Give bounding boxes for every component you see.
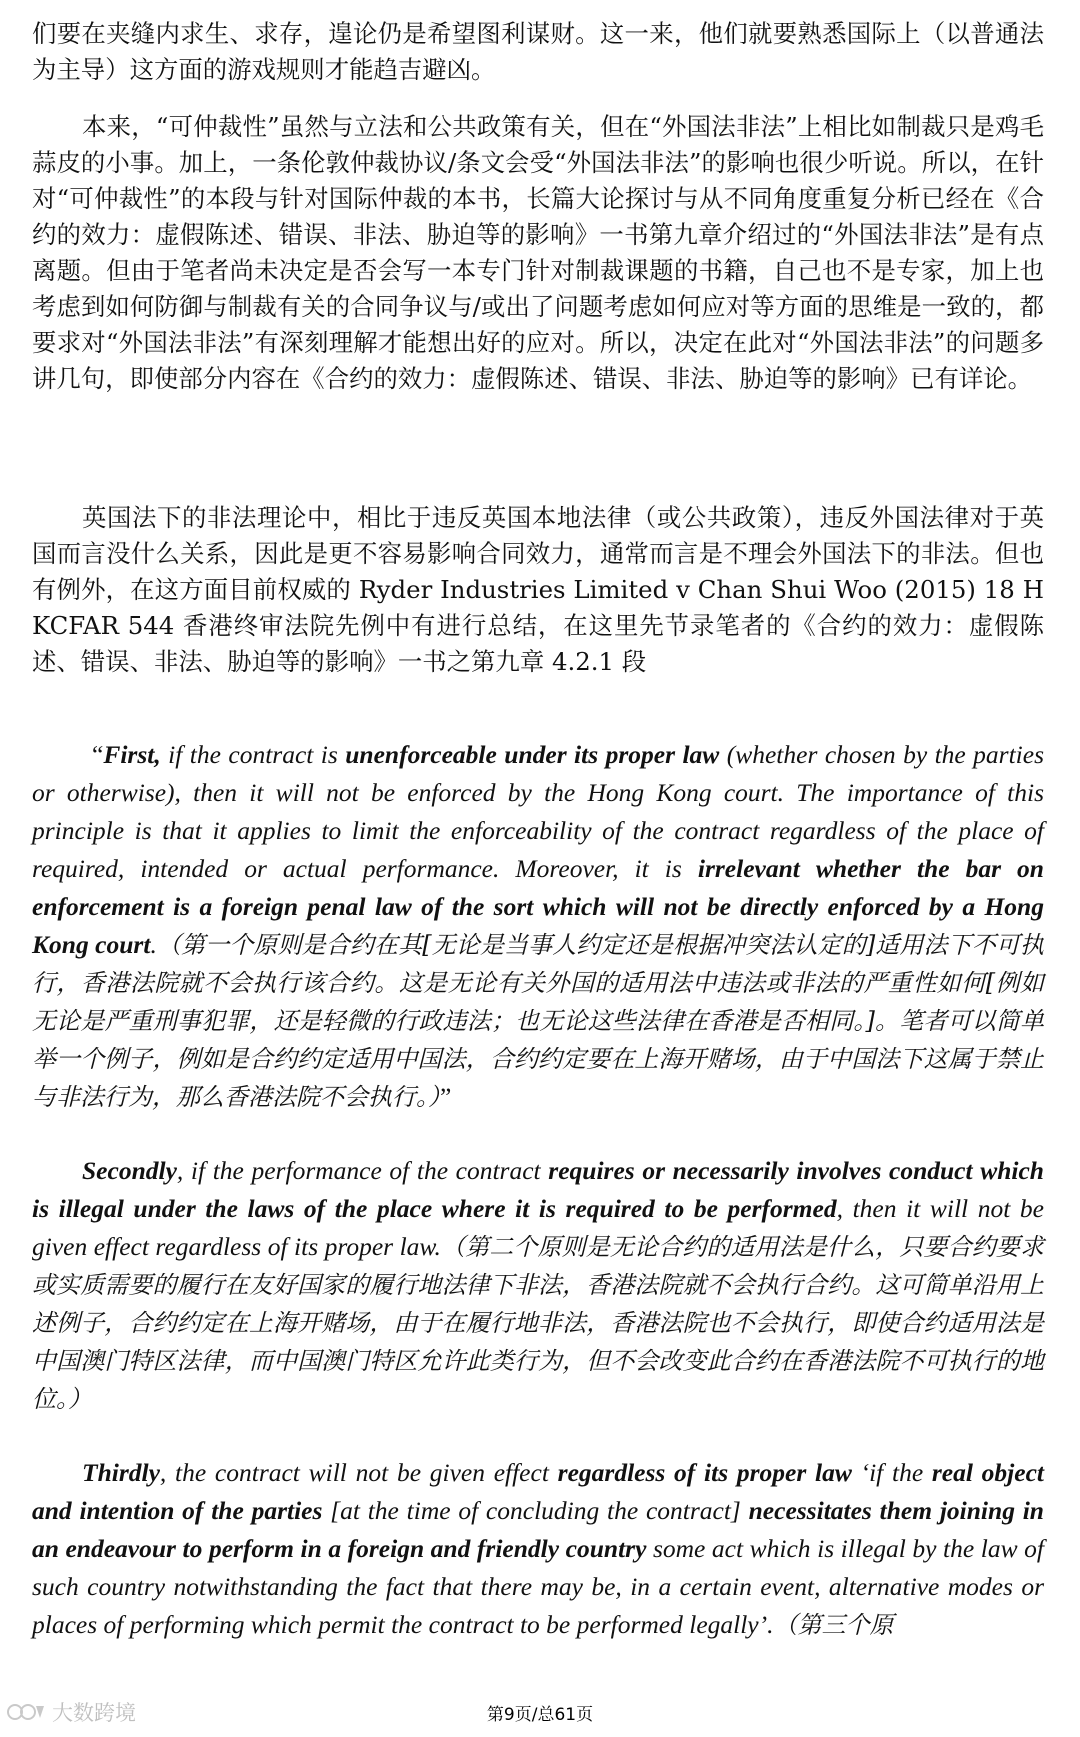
- quote-first-chinese: （第一个原则是合约在其[无论是当事人约定还是根据冲突法认定的]适用法下不可执行，香港法院就不会执行该合约。这是无论有关外国的适用法中违法或非法的严重性如何[例如无论是严重刑事犯罪，还是轻微的行政违法；也无论这些法律在香港是否相同。]。笔者可以简单举一个例子，例如是合约约定适用中国法，合约约定要在上海开赌场，由于中国法下这属于禁止与非法行为，那么香港法院不会执行。）: [32, 931, 1044, 1111]
- paragraph-arbitrability: 本来，“可仲裁性”虽然与立法和公共政策有关，但在“外国法非法”上相比如制裁只是鸡毛蒜皮的小事。加上，一条伦敦仲裁协议/条文会受“外国法非法”的影响也很少听说。所以，在针对“可仲裁性”的本段与针对国际仲裁的本书，长篇大论探讨与从不同角度重复分析已经在《合约的效力：虚假陈述、错误、非法、胁迫等的影响》一书第九章介绍过的“外国法非法”是有点离题。但由于笔者尚未决定是否会写一本专门针对制裁课题的书籍，自己也不是专家，加上也考虑到如何防御与制裁有关的合同争议与/或出了问题考虑如何应对等方面的思维是一致的，都要求对“外国法非法”有深刻理解才能想出好的应对。所以，决定在此对“外国法非法”的问题多讲几句，即使部分内容在《合约的效力：虚假陈述、错误、非法、胁迫等的影响》已有详论。: [32, 112, 1044, 393]
- quote-first-lead: First,: [103, 740, 161, 769]
- quote-third-bold-2: real object and intention of the parties: [32, 1458, 1044, 1525]
- quote-first-bold-2: irrelevant whether the bar on enforcement is a foreign penal law of the sort which will not be directly enforced by a Hong Kong court: [32, 854, 1044, 959]
- quote-second-text-2: , then it will not be given effect regardless of its proper law.: [32, 1194, 1044, 1261]
- quote-third-bold-1: regardless of its proper law: [557, 1458, 852, 1487]
- quote-first-bold-1: unenforceable under its proper law: [345, 740, 720, 769]
- quote-third-bold-3: necessitates them joining in an endeavour to perform in a foreign and friendly country: [32, 1496, 1044, 1563]
- quote-second-lead: Secondly: [82, 1156, 177, 1185]
- quote-third-text-1: , the contract will not be given effect: [159, 1458, 558, 1487]
- quote-second-chinese: （第二个原则是无论合约的适用法是什么，只要合约要求或实质需要的履行在友好国家的履行地法律下非法，香港法院就不会执行合约。这可简单沿用上述例子，合约约定在上海开赌场，由于在履行地非法，香港法院也不会执行，即使合约适用法是中国澳门特区法律，而中国澳门特区允许此类行为，但不会改变此合约在香港法院不可执行的地位。）: [32, 1233, 1044, 1413]
- quote-close-mark: ”: [440, 1082, 452, 1111]
- quote-third-chinese: （第三个原: [773, 1611, 894, 1639]
- quote-third-principle: [32, 1454, 1044, 1644]
- quote-first-text-1: if the contract is: [160, 740, 346, 769]
- quote-second-principle: [32, 1152, 1044, 1418]
- quote-third-text-3: [at the time of concluding the contract]: [322, 1496, 749, 1525]
- quote-first-text-3: .: [150, 930, 157, 959]
- paragraph-foreign-illegality: 英国法下的非法理论中，相比于违反英国本地法律（或公共政策），违反外国法律对于英国而言没什么关系，因此是更不容易影响合同效力，通常而言是不理会外国法下的非法。但也有例外，在这方面目前权威的 Ryder Industries Limited v Chan Shui Woo (2015) 18 HKCFAR 544 香港终审法院先例中有进行总结，在这里先节录笔者的《合约的效力：虚假陈述、错误、非法、胁迫等的影响》一书之第九章 4.2.1 段: [32, 503, 1044, 676]
- quote-third-text-2: ‘if the: [851, 1458, 932, 1487]
- paragraph-intro-continuation: 们要在夹缝内求生、求存，遑论仍是希望图利谋财。这一来，他们就要熟悉国际上（以普通法为主导）这方面的游戏规则才能趋吉避凶。: [32, 19, 1044, 84]
- quote-third-text-4: some act which is illegal by the law of such country notwithstanding the fact that there may be, in a certain event, alternative modes or places of performing which permit the contract to be performed legally’.: [32, 1534, 1044, 1639]
- quote-third-lead: Thirdly: [82, 1458, 160, 1487]
- page-number: 第9页/总61页: [486, 1705, 594, 1725]
- quote-first-text-2: (whether chosen by the parties or otherwise), then it will not be enforced by the Hong Kong court. The importance of this principle is that it applies to limit the enforceability of the contract regardless of the place of required, intended or actual performance. Moreover, it is: [32, 740, 1045, 883]
- quote-open-mark: “: [92, 740, 104, 769]
- quote-second-text-1: , if the performance of the contract: [176, 1156, 549, 1185]
- quote-second-bold-1: requires or necessarily involves conduct which is illegal under the laws of the place where it is required to be performed: [32, 1156, 1044, 1223]
- quote-first-principle: [32, 736, 1044, 1116]
- watermark-text: 大数跨境: [52, 1701, 136, 1725]
